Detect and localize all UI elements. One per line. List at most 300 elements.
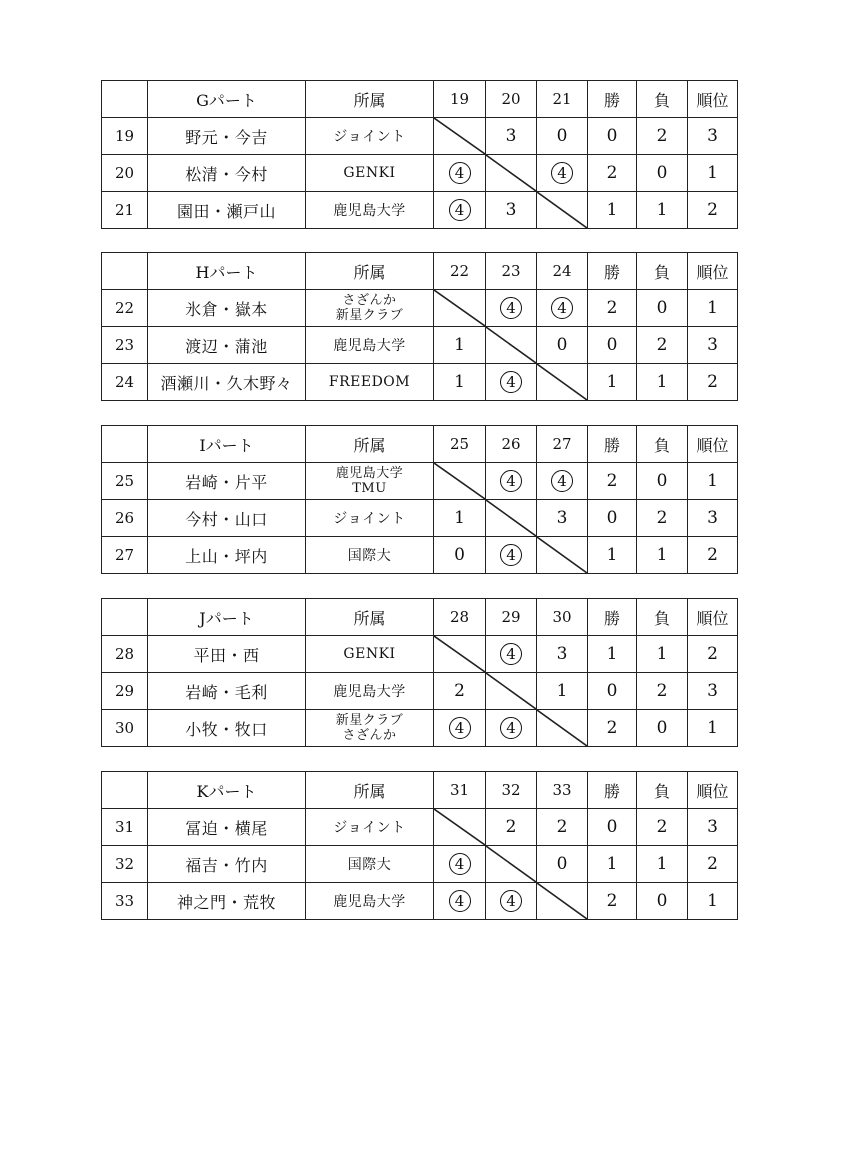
rank-value-text: 3 xyxy=(707,126,718,146)
wins-count-text: 1 xyxy=(606,644,618,664)
player-number-text: 27 xyxy=(114,546,135,564)
losing-score: 2 xyxy=(556,817,568,837)
player-name xyxy=(148,636,306,673)
results-row xyxy=(588,883,738,920)
opponent-number-text: 20 xyxy=(501,90,521,108)
losing-score: 1 xyxy=(454,508,465,528)
rank-header xyxy=(688,599,738,636)
match-score xyxy=(434,327,486,364)
player-number xyxy=(102,327,148,364)
self-match-cell xyxy=(486,846,537,883)
wins-count xyxy=(588,636,637,673)
player-name-text: 上山・坪内 xyxy=(185,546,268,566)
losses-count-text: 2 xyxy=(656,126,668,146)
player-name xyxy=(148,809,306,846)
diagonal-line xyxy=(434,809,485,845)
diagonal-line xyxy=(434,290,485,326)
losing-score: 3 xyxy=(556,644,568,664)
player-name-text: 平田・西 xyxy=(193,645,260,665)
wins-count xyxy=(588,846,637,883)
match-score xyxy=(537,118,588,155)
rank-value xyxy=(688,118,738,155)
rank-value-text: 3 xyxy=(707,508,718,528)
results-table xyxy=(587,252,738,401)
self-match-cell xyxy=(486,500,537,537)
player-number-text: 25 xyxy=(114,472,135,490)
player-number xyxy=(102,463,148,500)
player-name xyxy=(148,673,306,710)
match-score xyxy=(486,537,537,574)
opponent-column-number xyxy=(537,253,588,290)
rank-value xyxy=(688,883,738,920)
group-header-row xyxy=(102,772,588,809)
losses-header xyxy=(637,772,688,809)
affiliation-header xyxy=(306,599,434,636)
losses-count xyxy=(637,636,688,673)
match-score xyxy=(537,846,588,883)
losses-count xyxy=(637,192,688,229)
player-name-text: 松清・今村 xyxy=(185,164,268,184)
losses-header-text: 負 xyxy=(653,608,670,628)
results-header-row xyxy=(588,81,738,118)
diagonal-line xyxy=(537,710,587,746)
affiliation-header xyxy=(306,426,434,463)
group-table xyxy=(101,80,588,229)
player-affiliation xyxy=(306,364,434,401)
losses-count-text: 2 xyxy=(656,508,668,528)
player-number-text: 32 xyxy=(114,855,135,873)
wins-count-text: 0 xyxy=(606,335,618,355)
player-number xyxy=(102,364,148,401)
opponent-column-number xyxy=(486,426,537,463)
losses-count-text: 2 xyxy=(656,817,668,837)
winning-score: 4 xyxy=(551,470,573,492)
winning-score: 4 xyxy=(551,297,573,319)
player-name-text: 野元・今吉 xyxy=(185,127,268,147)
opponent-number-text: 21 xyxy=(552,90,572,108)
wins-count xyxy=(588,155,637,192)
player-name xyxy=(148,463,306,500)
opponent-column-number xyxy=(537,426,588,463)
rank-header xyxy=(688,426,738,463)
results-row xyxy=(588,192,738,229)
affiliation-line: 鹿児島大学 xyxy=(335,466,404,481)
group-title xyxy=(148,772,306,809)
player-name xyxy=(148,500,306,537)
diagonal-line xyxy=(537,364,587,400)
player-row xyxy=(102,155,588,192)
player-row xyxy=(102,118,588,155)
opponent-column-number xyxy=(486,772,537,809)
match-score xyxy=(537,290,588,327)
opponent-number-text: 23 xyxy=(501,262,521,280)
self-match-cell xyxy=(486,155,537,192)
losing-score: 2 xyxy=(505,817,517,837)
wins-header xyxy=(588,599,637,636)
losses-header xyxy=(637,599,688,636)
match-score xyxy=(486,636,537,673)
rank-value-text: 2 xyxy=(707,644,718,664)
results-header-row xyxy=(588,426,738,463)
player-row xyxy=(102,290,588,327)
results-row xyxy=(588,155,738,192)
group-header-row xyxy=(102,599,588,636)
player-row xyxy=(102,192,588,229)
rank-header-text: 順位 xyxy=(696,262,729,282)
rank-value-text: 2 xyxy=(707,854,718,874)
losing-score: 2 xyxy=(454,681,465,701)
wins-count-text: 2 xyxy=(606,471,618,491)
winning-score: 4 xyxy=(449,890,471,912)
self-match-cell xyxy=(434,809,486,846)
winning-score: 4 xyxy=(449,162,471,184)
wins-count xyxy=(588,710,637,747)
results-header-row xyxy=(588,772,738,809)
opponent-column-number xyxy=(486,81,537,118)
rank-value xyxy=(688,710,738,747)
match-score xyxy=(434,155,486,192)
wins-count xyxy=(588,673,637,710)
self-match-cell xyxy=(537,537,588,574)
affiliation-line: 鹿児島大学 xyxy=(333,894,406,910)
losses-header-text: 負 xyxy=(653,262,670,282)
rank-value-text: 2 xyxy=(707,545,718,565)
losing-score: 3 xyxy=(556,508,568,528)
wins-header xyxy=(588,253,637,290)
header-blank xyxy=(102,81,148,118)
player-affiliation xyxy=(306,118,434,155)
player-affiliation xyxy=(306,155,434,192)
player-number xyxy=(102,155,148,192)
winning-score: 4 xyxy=(551,162,573,184)
player-number xyxy=(102,846,148,883)
wins-count-text: 2 xyxy=(606,891,618,911)
rank-value-text: 1 xyxy=(707,163,718,183)
player-affiliation xyxy=(306,192,434,229)
wins-count-text: 2 xyxy=(606,718,618,738)
player-number-text: 33 xyxy=(114,892,135,910)
losing-score: 0 xyxy=(556,126,568,146)
player-name xyxy=(148,192,306,229)
affiliation-header-text: 所属 xyxy=(353,608,386,628)
results-header-row xyxy=(588,253,738,290)
player-number xyxy=(102,883,148,920)
wins-count-text: 0 xyxy=(606,817,618,837)
losses-count-text: 1 xyxy=(656,372,668,392)
rank-value-text: 3 xyxy=(707,681,718,701)
player-name-text: 岩崎・片平 xyxy=(185,472,268,492)
diagonal-line xyxy=(537,883,587,919)
losses-count-text: 1 xyxy=(656,200,668,220)
player-name-text: 福吉・竹内 xyxy=(185,855,268,875)
losses-count xyxy=(637,500,688,537)
player-affiliation xyxy=(306,537,434,574)
group-title-text: Hパート xyxy=(195,262,258,282)
wins-count-text: 1 xyxy=(606,545,618,565)
winning-score: 4 xyxy=(449,717,471,739)
losing-score: 0 xyxy=(454,545,465,565)
player-name-text: 渡辺・蒲池 xyxy=(185,336,268,356)
results-row xyxy=(588,118,738,155)
losses-count xyxy=(637,290,688,327)
match-score xyxy=(434,673,486,710)
match-score xyxy=(486,883,537,920)
affiliation-line: 鹿児島大学 xyxy=(333,203,406,219)
player-number-text: 26 xyxy=(114,509,135,527)
rank-value-text: 1 xyxy=(707,298,718,318)
opponent-column-number xyxy=(537,599,588,636)
group-table xyxy=(101,771,588,920)
group-title-text: Gパート xyxy=(196,90,257,110)
self-match-cell xyxy=(537,364,588,401)
losing-score: 1 xyxy=(454,335,465,355)
opponent-number-text: 27 xyxy=(552,435,572,453)
affiliation-header-text: 所属 xyxy=(353,90,386,110)
player-name xyxy=(148,710,306,747)
losses-count-text: 0 xyxy=(656,471,668,491)
self-match-cell xyxy=(434,463,486,500)
rank-value xyxy=(688,192,738,229)
player-name-text: 酒瀬川・久木野々 xyxy=(160,373,293,393)
wins-count xyxy=(588,500,637,537)
losses-count xyxy=(637,327,688,364)
player-name xyxy=(148,155,306,192)
losses-count xyxy=(637,364,688,401)
diagonal-line xyxy=(434,463,485,499)
wins-count-text: 0 xyxy=(606,681,618,701)
rank-value xyxy=(688,364,738,401)
opponent-number-text: 29 xyxy=(501,608,521,626)
affiliation-line: 鹿児島大学 xyxy=(333,684,406,700)
wins-header xyxy=(588,426,637,463)
losses-header-text: 負 xyxy=(653,90,670,110)
results-table xyxy=(587,80,738,229)
player-number xyxy=(102,710,148,747)
diagonal-line xyxy=(434,636,485,672)
wins-count-text: 2 xyxy=(606,163,618,183)
match-score xyxy=(486,192,537,229)
affiliation-header-text: 所属 xyxy=(353,435,386,455)
losses-count xyxy=(637,673,688,710)
opponent-number-text: 33 xyxy=(552,781,572,799)
group-header-row xyxy=(102,426,588,463)
wins-count-text: 0 xyxy=(606,508,618,528)
match-score xyxy=(537,673,588,710)
match-score xyxy=(537,327,588,364)
player-name xyxy=(148,118,306,155)
results-row xyxy=(588,710,738,747)
affiliation-line: GENKI xyxy=(343,165,396,181)
affiliation-line: ジョイント xyxy=(333,511,406,527)
player-row xyxy=(102,500,588,537)
rank-header-text: 順位 xyxy=(696,90,729,110)
player-affiliation xyxy=(306,636,434,673)
wins-count xyxy=(588,118,637,155)
self-match-cell xyxy=(434,118,486,155)
opponent-number-text: 32 xyxy=(501,781,521,799)
winning-score: 4 xyxy=(449,199,471,221)
player-number xyxy=(102,636,148,673)
player-number-text: 19 xyxy=(114,127,135,145)
opponent-number-text: 24 xyxy=(552,262,572,280)
losses-count-text: 2 xyxy=(656,335,668,355)
wins-count xyxy=(588,290,637,327)
opponent-number-text: 30 xyxy=(552,608,572,626)
match-score xyxy=(537,463,588,500)
affiliation-line: さざんか xyxy=(342,728,397,743)
player-number xyxy=(102,537,148,574)
winning-score: 4 xyxy=(500,717,522,739)
diagonal-line xyxy=(486,500,536,536)
rank-value-text: 1 xyxy=(707,718,718,738)
affiliation-line: さざんか xyxy=(342,293,397,308)
wins-count xyxy=(588,364,637,401)
diagonal-line xyxy=(434,118,485,154)
wins-count xyxy=(588,883,637,920)
match-score xyxy=(486,290,537,327)
rank-value xyxy=(688,290,738,327)
wins-count xyxy=(588,809,637,846)
player-name-text: 氷倉・嶽本 xyxy=(185,299,268,319)
player-name xyxy=(148,364,306,401)
player-number-text: 20 xyxy=(114,164,135,182)
group-title xyxy=(148,81,306,118)
results-row xyxy=(588,500,738,537)
affiliation-header xyxy=(306,253,434,290)
affiliation-line: ジョイント xyxy=(333,129,406,145)
group-table xyxy=(101,598,588,747)
opponent-number-text: 31 xyxy=(449,781,470,799)
match-score xyxy=(486,364,537,401)
losses-count xyxy=(637,118,688,155)
group-title-text: Iパート xyxy=(199,435,254,455)
rank-value xyxy=(688,636,738,673)
rank-value xyxy=(688,155,738,192)
group-title-text: Jパート xyxy=(199,608,254,628)
self-match-cell xyxy=(486,673,537,710)
player-affiliation xyxy=(306,500,434,537)
losing-score: 1 xyxy=(454,372,465,392)
affiliation-header-text: 所属 xyxy=(353,262,386,282)
diagonal-line xyxy=(486,846,536,882)
player-row xyxy=(102,809,588,846)
rank-value-text: 3 xyxy=(707,335,718,355)
self-match-cell xyxy=(486,327,537,364)
player-number xyxy=(102,500,148,537)
affiliation-line: 国際大 xyxy=(347,548,392,564)
losses-count xyxy=(637,463,688,500)
affiliation-line: 鹿児島大学 xyxy=(333,338,406,354)
group-table xyxy=(101,252,588,401)
wins-header-text: 勝 xyxy=(603,608,620,628)
winning-score: 4 xyxy=(500,470,522,492)
losses-count xyxy=(637,537,688,574)
player-name-text: 小牧・牧口 xyxy=(185,719,268,739)
player-row xyxy=(102,537,588,574)
match-score xyxy=(486,710,537,747)
results-table xyxy=(587,598,738,747)
affiliation-header xyxy=(306,81,434,118)
player-number-text: 24 xyxy=(114,373,135,391)
rank-value-text: 3 xyxy=(707,817,718,837)
rank-value-text: 2 xyxy=(707,200,718,220)
losses-header-text: 負 xyxy=(653,435,670,455)
match-score xyxy=(434,192,486,229)
player-number-text: 30 xyxy=(114,719,135,737)
opponent-column-number xyxy=(434,253,486,290)
affiliation-line: 新星クラブ xyxy=(335,713,404,728)
player-affiliation xyxy=(306,327,434,364)
losing-score: 0 xyxy=(556,854,568,874)
affiliation-line: 新星クラブ xyxy=(335,308,404,323)
losses-count xyxy=(637,155,688,192)
self-match-cell xyxy=(537,710,588,747)
diagonal-line xyxy=(537,192,587,228)
match-score xyxy=(537,155,588,192)
winning-score: 4 xyxy=(500,890,522,912)
losses-count-text: 1 xyxy=(656,854,668,874)
losses-count-text: 0 xyxy=(656,718,668,738)
rank-header-text: 順位 xyxy=(696,435,729,455)
rank-value-text: 1 xyxy=(707,471,718,491)
diagonal-line xyxy=(486,327,536,363)
group-header-row xyxy=(102,253,588,290)
player-row xyxy=(102,846,588,883)
results-row xyxy=(588,846,738,883)
player-name xyxy=(148,290,306,327)
self-match-cell xyxy=(537,192,588,229)
results-row xyxy=(588,809,738,846)
opponent-number-text: 25 xyxy=(449,435,470,453)
player-number-text: 28 xyxy=(114,645,135,663)
rank-value xyxy=(688,500,738,537)
header-blank xyxy=(102,426,148,463)
rank-value xyxy=(688,809,738,846)
rank-value-text: 1 xyxy=(707,891,718,911)
opponent-number-text: 19 xyxy=(449,90,470,108)
losses-header xyxy=(637,426,688,463)
losing-score: 3 xyxy=(505,200,517,220)
header-blank xyxy=(102,599,148,636)
rank-header xyxy=(688,81,738,118)
opponent-column-number xyxy=(434,599,486,636)
losses-count-text: 1 xyxy=(656,644,668,664)
player-name xyxy=(148,327,306,364)
opponent-column-number xyxy=(434,772,486,809)
wins-count xyxy=(588,192,637,229)
affiliation-line: TMU xyxy=(352,481,387,496)
player-affiliation xyxy=(306,463,434,500)
wins-header-text: 勝 xyxy=(603,262,620,282)
player-name xyxy=(148,537,306,574)
results-table xyxy=(587,771,738,920)
match-score xyxy=(434,364,486,401)
rank-value xyxy=(688,846,738,883)
player-name-text: 神之門・荒牧 xyxy=(176,892,276,912)
player-affiliation xyxy=(306,883,434,920)
opponent-column-number xyxy=(537,772,588,809)
losing-score: 0 xyxy=(556,335,568,355)
opponent-column-number xyxy=(486,253,537,290)
header-blank xyxy=(102,772,148,809)
diagonal-line xyxy=(486,673,536,709)
player-number-text: 22 xyxy=(114,299,135,317)
player-affiliation xyxy=(306,846,434,883)
losses-header xyxy=(637,81,688,118)
group-title xyxy=(148,426,306,463)
match-score xyxy=(434,500,486,537)
group-header-row xyxy=(102,81,588,118)
